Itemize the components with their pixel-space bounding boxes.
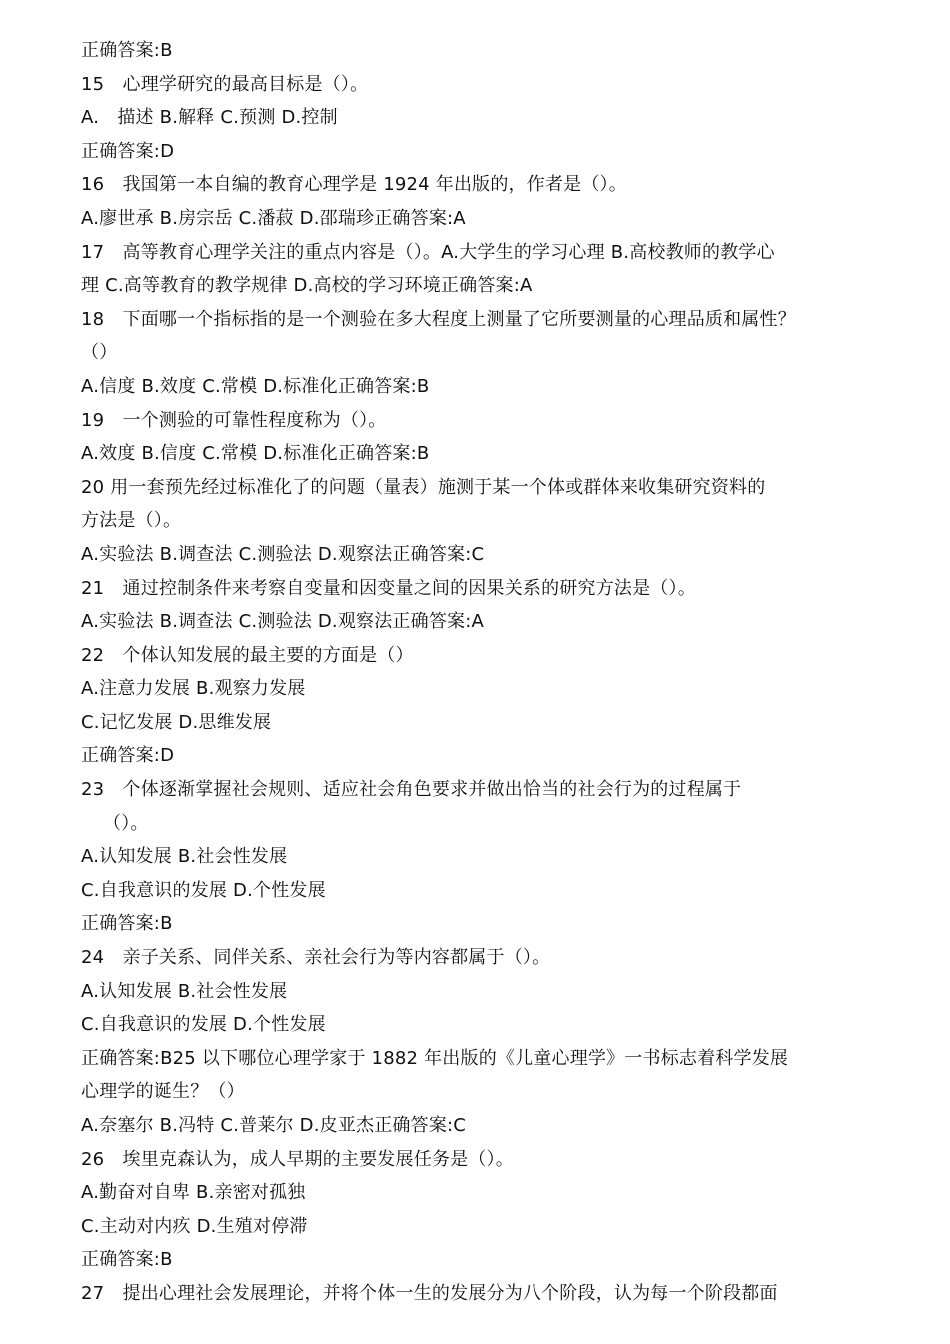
question-line: 21 通过控制条件来考察自变量和因变量之间的因果关系的研究方法是（）。 <box>81 577 696 599</box>
question-line-continued: 方法是（）。 <box>81 510 182 532</box>
answer-line: 正确答案:B <box>81 1249 173 1271</box>
question-line: 27 提出心理社会发展理论，并将个体一生的发展分为八个阶段，认为每一个阶段都面 <box>81 1282 778 1304</box>
question-line: 23 个体逐渐掌握社会规则、适应社会角色要求并做出恰当的社会行为的过程属于 <box>81 779 742 801</box>
options-line: A.奈塞尔 B.冯特 C.普莱尔 D.皮亚杰正确答案:C <box>81 1115 467 1136</box>
question-line: 26 埃里克森认为，成人早期的主要发展任务是（）。 <box>81 1148 514 1170</box>
options-line: C.自我意识的发展 D.个性发展 <box>81 1014 326 1036</box>
question-line: 15 心理学研究的最高目标是（）。 <box>81 73 369 95</box>
question-line: 18 下面哪一个指标指的是一个测验在多大程度上测量了它所要测量的心理品质和属性？ <box>81 308 796 330</box>
options-line: A.实验法 B.调查法 C.测验法 D.观察法正确答案:A <box>81 611 485 633</box>
answer-line: 正确答案:B <box>81 913 173 935</box>
question-line: 20 用一套预先经过标准化了的问题（量表）施测于某一个体或群体来收集研究资料的 <box>81 476 766 498</box>
options-line: A.实验法 B.调查法 C.测验法 D.观察法正确答案:C <box>81 543 485 565</box>
options-line: C.自我意识的发展 D.个性发展 <box>81 879 326 901</box>
question-line-continued: （）。 <box>103 812 149 834</box>
options-line: A.勤奋对自卑 B.亲密对孤独 <box>81 1182 306 1204</box>
options-line: A. 描述 B.解释 C.预测 D.控制 <box>81 107 338 129</box>
options-line: A.注意力发展 B.观察力发展 <box>81 678 306 700</box>
question-line: 16 我国第一本自编的教育心理学是 1924 年出版的，作者是（）。 <box>81 174 627 196</box>
question-line-continued: （） <box>81 342 118 364</box>
answer-line: 正确答案:D <box>81 745 175 767</box>
answer-line: 正确答案:B <box>81 40 173 61</box>
options-line: C.记忆发展 D.思维发展 <box>81 711 272 733</box>
answer-line: 正确答案:D <box>81 140 175 162</box>
question-line: 24 亲子关系、同伴关系、亲社会行为等内容都属于（）。 <box>81 947 551 969</box>
options-line: C.主动对内疚 D.生殖对停滞 <box>81 1215 308 1237</box>
question-line: 19 一个测验的可靠性程度称为（）。 <box>81 409 387 431</box>
question-line-continued: 理 C.高等教育的教学规律 D.高校的学习环境正确答案:A <box>81 275 533 297</box>
options-line: A.廖世承 B.房宗岳 C.潘菽 D.邵瑞珍正确答案:A <box>81 207 466 229</box>
question-line: 17 高等教育心理学关注的重点内容是（）。A.大学生的学习心理 B.高校教师的教学心 <box>81 241 775 263</box>
options-line: A.效度 B.信度 C.常模 D.标准化正确答案:B <box>81 443 430 465</box>
answer-question-line: 正确答案:B25 以下哪位心理学家于 1882 年出版的《儿童心理学》一书标志着科学发展 <box>81 1047 789 1069</box>
question-line: 22 个体认知发展的最主要的方面是（） <box>81 644 414 666</box>
options-line: A.认知发展 B.社会性发展 <box>81 846 288 868</box>
options-line: A.认知发展 B.社会性发展 <box>81 980 288 1002</box>
question-line-continued: 心理学的诞生？（） <box>81 1081 245 1103</box>
options-line: A.信度 B.效度 C.常模 D.标准化正确答案:B <box>81 375 430 397</box>
document-body <box>81 34 876 1311</box>
